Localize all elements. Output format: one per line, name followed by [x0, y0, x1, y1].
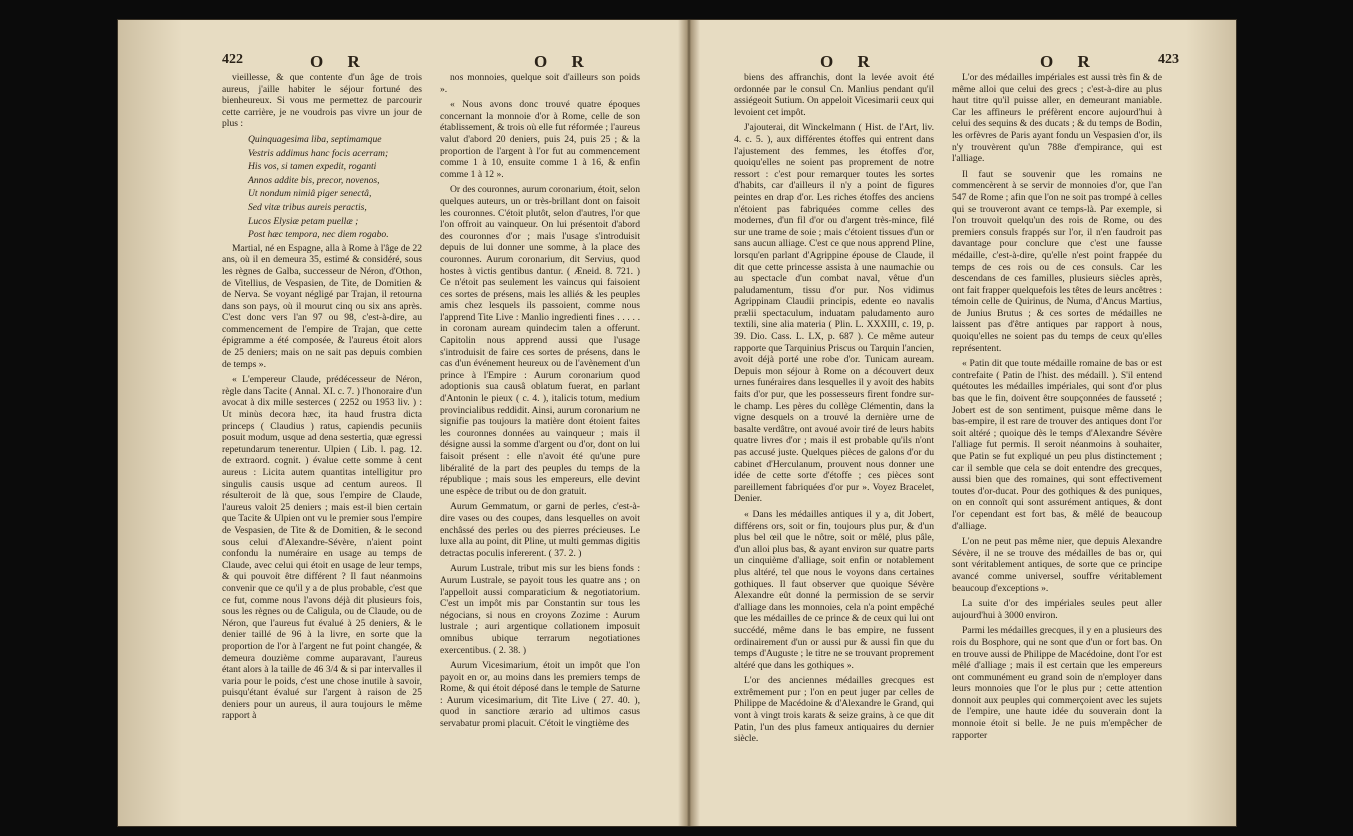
paragraph: Aurum Gemmatum, or garni de perles, c'est-à-dire vases ou des coupes, dans lesquelles on avoit enchâssé des perles ou des pierres précieuses. Le luxe alla au point, dit Pline, ut multi gemmas digitis detractas poculis infererent. ( 37. 2. ) [440, 501, 640, 559]
paragraph: Or des couronnes, aurum coronarium, étoit, selon quelques auteurs, un or très-brillant dont on faisoit les couronnes. C'étoit plutôt, selon d'autres, l'or que l'on offroit au vainqueur. On lui présentoit d'abord des couronnes d'or ; mais l'usage s'introduisit depuis de lui donner une somme, à la place des couronnes. Aurum coronarium, dit Servius, quod hostes à victis gentibus dantur. ( Æneid. 8. 721. ) Ce n'étoit pas seulement les vaincus qui faisoient ces sortes de présens, mais les alliés & les peuples amis chez lesquels ils passoient, comme nous l'apprend Tite Live : Manlio ingredienti fines . . . . . in coronam auream quindecim talen a offerunt. Capitolin nous apprend aussi que l'usage s'introduisit de faire ces sortes de présens, dans le cas d'un événement heureux ou de l'avènement d'un prince à l'Empire : Aurum coronarium quod adoptionis sua causâ oblatum fuerat, en parlant d'Antonin le pieux ( c. 4. ), italicis totum, medium provincialibus reddidit. Ainsi, aurum coronarium ne signifie pas toujours la matière dont étoient faites les couronnes données au vainqueur ; mais il désigne aussi la somme d'argent ou d'or, dont on lui faisoit présent : elle n'avoit été qu'une pure libéralité de la part des peuples du temps de la république ; mais sous les empereurs, elle devint une espèce de tribut ou de don gratuit. [440, 184, 640, 497]
paragraph: La suite d'or des impériales seules peut aller aujourd'hui à 3000 environ. [952, 598, 1162, 621]
paragraph: « Dans les médailles antiques il y a, dit Jobert, différens ors, soit or fin, toujours plus pur, & d'un plus bel œil que le nôtre, soit or mêlé, plus pâle, d'un alloi plus bas, & ayant environ sur quatre parts un cinquième d'alliage, soit enfin or notablement plus altéré, tel que nous le voyons dans certaines gothiques. Il faut observer que quoique Sévère Alexandre eût donné la permission de se servir d'alliage dans les monnoies, cela n'a point empêché que les médailles de ce prince & de ceux qui lui ont succédé, même dans le bas empire, ne fussent ordinairement d'un or aussi pur & aussi fin que du temps d'Auguste ; le titre ne se trouvant proprement altéré que dans les gothiques ». [734, 508, 934, 671]
verse-line: Sed vitæ tribus aureis peractis, [248, 201, 367, 213]
paragraph: L'or des anciennes médailles grecques est extrêmement pur ; l'on en peut juger par celles de Philippe de Macédoine & d'Alexandre le Grand, qui vont à vingt trois karats & seize grains, à ce que dit Patin, l'un des plus fameux antiquaires du dernier siècle. [734, 675, 934, 745]
verse-line: Lucos Elysiæ petam puellæ ; [248, 215, 359, 227]
left-header-col1: O R [310, 52, 370, 71]
paragraph: L'on ne peut pas même nier, que depuis Alexandre Sévère, il ne se trouve des médailles de bas or, qui sont véritablement antiques, de sorte que ce principe avancé comme universel, souffre véritablement beaucoup d'exceptions ». [952, 536, 1162, 594]
verse-line: His vos, si tamen expedit, roganti [248, 161, 377, 173]
right-page-column-2 [952, 72, 1162, 817]
paragraph: Martial, né en Espagne, alla à Rome à l'âge de 22 ans, où il en demeura 35, estimé & considéré, sous les règnes de Galba, successeur de Néron, d'Othon, de Vitellius, de Vespasien, de Tite, de Domitien & de Nerva. Se voyant négligé par Trajan, il retourna dans son pays, où il mourut cinq ou six ans après. C'est donc vers l'an 97 ou 98, c'est-à-dire, au commencement de l'empire de Trajan, que cette épigramme a été composée, & l'aureus étoit alors de 25 deniers; mais on ne sait pas depuis combien de temps ». [222, 242, 422, 370]
right-header-col2: O R [1040, 52, 1100, 71]
left-page-number: 422 [222, 52, 243, 67]
paragraph: L'or des médailles impériales est aussi très fin & de même alloi que celui des grecs ; c'est-à-dire au plus haut titre qu'il puisse aller, en demeurant maniable. Car les affineurs le préfèrent encore aujourd'hui à celui des sequins & des ducats ; & du temps de Bodin, les orfèvres de Paris ayant fondu un Vespasien d'or, ils n'y trouvèrent qu'un 788e d'empirance, qui est l'alliage. [952, 72, 1162, 165]
right-page-column-1 [734, 72, 934, 817]
paragraph: biens des affranchis, dont la levée avoit été ordonnée par le consul Cn. Manlius pendant qu'il assiégeoit Sutium. On appeloit Vicesimarii ceux qui levoient cet impôt. [734, 72, 934, 118]
left-header-col2: O R [534, 52, 594, 71]
paragraph: Aurum Lustrale, tribut mis sur les biens fonds : Aurum Lustrale, se payoit tous les quatre ans ; on l'appelloit aussi comparaticium & negotiatorium. C'est un impôt mis par Constantin sur tous les négocians, si nous en croyons Zozime : Aurum lustrale ; auri argentique collationem imposuit omnibus ubique terrarum negotiationes exercentibus. ( 2. 38. ) [440, 563, 640, 656]
left-page-edge [118, 20, 182, 826]
right-header-col1: O R [820, 52, 880, 71]
verse-line: Vestris addimus hanc focis acerram; [248, 147, 389, 159]
verse-line: Ut nondum nimiâ piger senectâ, [248, 188, 372, 200]
paragraph: vieillesse, & que contente d'un âge de trois aureus, j'aille habiter le séjour fortuné des bienheureux. Si vous me permettez de parcourir cette carrière, je ne voudrois pas vivre un jour de plus : [222, 72, 422, 130]
paragraph: Parmi les médailles grecques, il y en a plusieurs des rois du Bosphore, qui ne sont que d'un or fort bas. On en trouve aussi de Philippe de Macédoine, dont l'or est mêlé d'alliage ; mais il est certain que les empereurs ont communément eu grand soin de n'employer dans leurs monnoies que l'or le plus pur ; cette attention donnoit aux peuples qui commerçoient avec les sujets de l'empire, une haute idée du souverain dont la monnoie étoit si belle. Je ne puis m'empêcher de rapporter [952, 625, 1162, 741]
left-page-column-1 [222, 72, 422, 817]
paragraph: « L'empereur Claude, prédécesseur de Néron, règle dans Tacite ( Annal. XI. c. 7. ) l'honoraire d'un avocat à dix mille sesterces ( 2252 ou 1953 liv. ) : Ut minùs decora hæc, ita haud frustra dicta princeps ( Claudius ) ratus, capiendis pecuniis posuit modum, usque ad dena sestertia, quæ egressi repetundarum tenerentur. Ulpien ( Lib. l. pag. 12. de extraord. cognit. ) évalue cette somme à cent aureus : Licita autem quantitas intelligitur pro singulis causis usque ad centum aureos. Il résulteroit de là que, sous l'empire de Claude, l'aureus valoit 25 deniers ; mais est-il bien certain que Tacite & Ulpien ont vu le premier sous l'empire de Vespasien, de Tite & de Domitien, & le second sous celui d'Alexandre-Sévère, n'aient point confondu la numéraire en usage au temps de Claude, avec celui qui étoit en usage de leur temps, & qui pouvoit être différent ? Il faut néanmoins convenir que ce qu'il y a de plus probable, c'est que ce fut, comme nous l'avons déjà dit plusieurs fois, sous les règnes ou de Caligula, ou de Claude, ou de Néron, que l'aureus fut évalué à 25 deniers, & le denier taillé de 96 à la livre, en sorte que la proportion de l'or à l'argent ne fut point changée, & demeura douzième comme auparavant, l'aureus étant alors à la taille de 46 3/4 & si par intervalles il varia pour le poids, c'est une chose inutile à savoir, puisqu'étant évalué sur l'argent à raison de 25 deniers pour un aureus, il aura toujours le même rapport à [222, 374, 422, 722]
right-page-edge [1186, 20, 1236, 826]
paragraph: « Nous avons donc trouvé quatre époques concernant la monnoie d'or à Rome, celle de son établissement, & trois où elle fut réformée ; l'aureus valut d'abord 20 deniers, puis 24, puis 25 ; & la proportion de l'argent à l'or fut au commencement comme 1 à 10, ensuite comme 1 à 16, & enfin comme 1 à 12 ». [440, 99, 640, 180]
paragraph: « Patin dit que toute médaille romaine de bas or est contrefaite ( Patin de l'hist. des médaill. ). S'il entend quétoutes les médailles impériales, qui sont d'or plus bas que le fin, doivent être soupçonnées de fausseté ; Jobert est de son sentiment, puisque même dans le bas-empire, il est rare de trouver des antiques dont l'or soit altéré ; quoique dès le temps d'Alexandre Sévère l'alliage fut permis. Il seroit néanmoins à souhaiter, que Patin se fut expliqué un peu plus distinctement ; car il semble que cela se doit entendre des grecques, aussi bien que des romaines, qui sont effectivement toutes d'or-ducat. Pour des gothiques & des puniques, on en connoît qui sont assurément antiques, & dont l'or cependant est fort bas, & mêlé de beaucoup d'alliage. [952, 358, 1162, 532]
verse-line: Quinquagesima liba, septimamque [248, 133, 382, 145]
paragraph: Il faut se souvenir que les romains ne commencèrent à se servir de monnoies d'or, que l'an 547 de Rome ; afin que l'on ne soit pas trompé à celles qui se trouveront avant ce temps-là. Par exemple, si l'on trouvoit quelqu'un des rois de Rome, ou des premiers consuls frappés sur l'or, il n'en faudroit pas davantage pour conclure que c'est une fausse médaille, c'est-à-dire, qu'elle n'est point frappée du temps de ces rois ou de ces consuls. Car les descendans de ces familles, plusieurs siècles après, ont fait frapper quelquefois les têtes de leurs ancêtres : témoin celle de Quirinus, de Numa, d'Ancus Martius, de Junius Brutus ; & ces sortes de médailles ne laissent pas d'être antiques par rapport à nous, quoiqu'elles ne soient pas du temps de ceux qu'elles représentent. [952, 168, 1162, 354]
verse-line: Post hæc tempora, nec diem rogabo. [248, 229, 389, 241]
left-page-column-2 [440, 72, 640, 817]
verse-line: Annos addite bis, precor, novenos, [248, 174, 380, 186]
paragraph: Aurum Vicesimarium, étoit un impôt que l'on payoit en or, au moins dans les premiers temps de Rome, & qui étoit déposé dans le temple de Saturne : Aurum vicesimarium, dit Tite Live ( 27. 40. ), quod in sanctiore ærario ad ultimos casus servabatur promi placuit. C'étoit le vingtième des [440, 660, 640, 730]
paragraph: J'ajouterai, dit Winckelmann ( Hist. de l'Art, liv. 4. c. 5. ), aux différentes étoffes qui entrent dans l'ajustement des femmes, les étoffes d'or, quoiqu'elles ne soient pas proprement de notre ressort : c'est pour remarquer toutes les sortes d'habits, car d'ailleurs il n'y a point de figures peintes en drap d'or. Les riches étoffes des anciens n'étoient pas fabriquées comme celles des modernes, d'un fil d'or ou d'argent très-mince, filé sur une trame de soie ; mais c'étoient tissues d'un or sans aucun alliage. C'est ce que nous apprend Pline, lorsqu'en parlant d'Agrippine épouse de Claude, il dit que cette princesse assista à une naumachie ou au spectacle d'un combat naval, vêtue d'un paludamentum, tissu d'or pur. Nos vidimus Agrippinam Claudii principis, edente eo navalis prælii spectaculum, induatam paludamento auro textili, sine alia materia ( Plin. L. XXXIII, c. 19, p. 39. Dio. Cass. L. LX, p. 687 ). Ce même auteur rapporte que Tarquinius Priscus ou Tarquin l'ancien, avoit déjà porté une robe d'or. Tunicam auream. Depuis mon séjour à Rome on a découvert deux urnes funéraires dans lesquelles il y avoit des habits faits d'or pur, que les possesseurs firent fondre sur-le champ. Les pères du collège Clémentin, dans la vigne desquels on a trouvé la dernière urne de basalte verdâtre, ont avoué avoir tiré de leurs habits quatre livres d'or ; mais il est probable qu'ils n'ont pas accusé juste. Quelques pièces de galons d'or du cabinet d'Herculanum, prouvent nous donner une idée de cette sorte d'étoffe ; ces pièces sont pareillement fabriquées d'or pur ». Voyez Bracelet, Denier. [734, 122, 934, 505]
book-spine [678, 20, 700, 826]
right-page-number: 423 [1158, 52, 1179, 67]
paragraph: nos monnoies, quelque soit d'ailleurs son poids ». [440, 72, 640, 95]
